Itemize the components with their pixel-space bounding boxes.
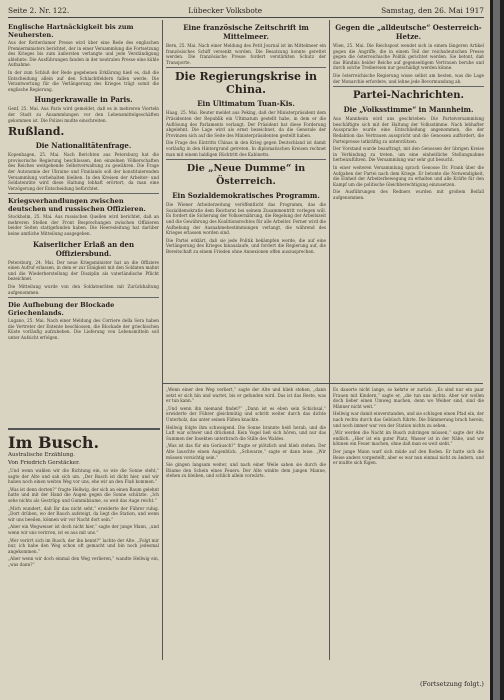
- column-3-news: [333, 20, 484, 380]
- story-title: Im Busch.: [8, 433, 100, 452]
- story-divider: [163, 383, 483, 384]
- article-text: Aus Mannheim wird uns geschrieben: Die Parteiversammlung beschäftigte sich mit der Haltung der Volksstimme. Nach lebhafter Aussprache wurde eine Entschließung angenommen, die der Redaktion das Vertrauen ausspricht und die Genossen auffordert, die Parteipresse tatkräftig zu unterstützen.: [333, 116, 484, 144]
- article-subheadline: Ein Sozialdemokratisches Programm.: [172, 191, 320, 201]
- divider: [333, 86, 484, 87]
- article-text: Bern, 25. Mai. Nach einer Meldung des Petit Journal ist im Mittelmeer ein französisches Schiff versenkt worden. Die Besatzung konnte gerettet werden. Die französische Presse fordert verstärkten Schutz der Transporte.: [166, 43, 326, 65]
- article-headline: Kriegsverhandlungen zwischen deutschen und russischen Offizieren.: [8, 197, 146, 214]
- column-2-news: [166, 20, 326, 380]
- article-headline: Die Aufhebung der Blockade Griechenlands.: [8, 301, 115, 318]
- scan-edge: [490, 0, 504, 700]
- article-text: In der zum Schluß der Rede gegebenen Erklärung hieß es, daß die Entscheidung allein auf den Schlachtfeldern fallen werde. Die Verantwortung für die Verlängerung des Krieges trägt somit die englische Regierung.: [8, 69, 159, 92]
- column-1-news: [8, 20, 159, 425]
- article-headline: Englische Hartnäckigkeit bis zum Neuhersten.: [8, 23, 134, 39]
- article-headline: Hungerkrawalle in Paris.: [34, 95, 133, 105]
- story-author: Von Friedrich Gerstäcker.: [8, 460, 80, 466]
- article-text: Die Mitteilung wurde von den Soldatenräten mit Zurückhaltung aufgenommen.: [8, 284, 159, 295]
- story-subtitle: Australische Erzählung.: [8, 452, 75, 458]
- binding-strip: [493, 0, 500, 700]
- story-text: Sie gingen langsam weiter, und nach einer Weile sahen sie durch die Bäume den Schein eines Feuers. Der Alte winkte dem jungen Manne, stehen zu bleiben, und schlich allein vorwärts.: [166, 462, 326, 479]
- feuilleton-divider: [8, 428, 160, 430]
- divider: [166, 159, 326, 160]
- story-text: „Mich wundert, daß Ihr das nicht seht,“ erwiderte der Führer ruhig. „Dort drüben, wo der Rauch aufsteigt, da liegt die Station, und wenn wir uns beeilen, können wir vor Nacht dort sein.“: [8, 505, 159, 522]
- issue-date: Samstag, den 26. Mai 1917: [381, 5, 484, 15]
- article-text: Die Wiener Arbeiterzeitung veröffentlicht das Programm, das die Sozialdemokratie dem Reichsrat bei seinem Zusammentritt vorlegen will. Es fordert die Sicherung der Volksernährung, die Regelung der Arbeitszeit und die Gewährung des Koalitionsrechtes für alle Arbeiter. Ferner wird die Aufhebung der Ausnahmebestimmungen verlangt, die während des Krieges erlassen worden sind.: [166, 202, 326, 236]
- story-text: „Aber ein Wegweiser ist doch nicht hier,“ sagte der junge Mann, „und wenn wir uns verirren, ist es aus mit uns.“: [8, 524, 159, 535]
- continuation-note: (Fortsetzung folgt.): [420, 680, 484, 688]
- story-text: Hellwig war damit einverstanden, und sie schlugen einen Pfad ein, der nach rechts durch das Gebüsch führte. Die Dämmerung brach herein, und noch immer war von der Station nichts zu sehen.: [333, 411, 484, 428]
- column-3-story: [333, 387, 484, 672]
- section-headline: Rußland.: [8, 125, 65, 139]
- article-text: Kopenhagen, 25. Mai. Nach Berichten aus Petersburg hat die provisorische Regierung beschlossen, den einzelnen Völkerschaften des Reiches weitgehende Selbstverwaltung zu gewähren. Die Frage der Autonomie der Ukraine und Finnlands soll der konstituierenden Versammlung vorbehalten bleiben. In den Kreisen der Arbeiter- und Soldatenräte wird diese Haltung lebhaft erörtert, da man eine Verzögerung der Entscheidung befürchtet.: [8, 152, 159, 191]
- article-headline: Gegen die „alldeutsche“ Oesterreich-Hetze.: [335, 23, 482, 41]
- story-text: „Was ist denn dorten?“ fragte Hellwig, der sich an einen Baum gelehnt hatte und mit der Hand die Augen gegen die Sonne schützte. „Ich sehe nichts als Gestrüpp und Gummibäume, so weit das Auge reicht.“: [8, 486, 159, 503]
- story-text: Hellwig folgte ihm schweigend. Die Sonne brannte heiß herab, und die Luft war schwer und drückend. Kein Vogel ließ sich hören, und nur das Summen der Insekten unterbrach die Stille des Waldes.: [166, 424, 326, 441]
- article-subheadline: Die Nationalitätenfrage.: [35, 141, 132, 151]
- article-text: Lugano, 25. Mai. Nach einer Meldung des Corriere della Sera haben die Vertreter der Entente beschlossen, die Blockade der griechischen Küste vorläufig aufzuheben. Die Lieferung von Lebensmitteln soll unter Aufsicht erfolgen.: [8, 318, 159, 340]
- article-text: Die Frage des Eintritts Chinas in den Krieg gegen Deutschland ist damit vorläufig in den Hintergrund getreten. In diplomatischen Kreisen rechnet man mit einem baldigen Rücktritt des Kabinetts.: [166, 140, 326, 157]
- page-header: [8, 3, 484, 18]
- story-text: „Aber wenn wir doch einmal den Weg verlieren,“ wandte Hellwig ein, „was dann?“: [8, 556, 159, 567]
- divider: [8, 193, 159, 194]
- divider: [166, 67, 326, 68]
- article-text: Der Vorstand wurde beauftragt, mit den Genossen der übrigen Kreise in Verbindung zu treten, um eine einheitliche Stellungnahme herbeizuführen. Die Versammlung war sehr gut besucht.: [333, 146, 484, 163]
- article-text: Wien, 25. Mai. Die Reichspost wendet sich in einem längeren Artikel gegen die Angriffe, die in einem Teil der reichsdeutschen Presse gegen die österreichische Politik gerichtet werden. Sie betont, daß das Bündnis beider Reiche auf gegenseitigem Vertrauen beruhe und durch solche Treibereien nur geschädigt werden könne.: [333, 43, 484, 71]
- article-subheadline: Die „Volksstimme“ in Mannheim.: [343, 105, 474, 115]
- article-text: Die Ausführungen des Redners wurden mit großem Beifall aufgenommen.: [333, 189, 484, 200]
- column-rule-left: [162, 20, 163, 660]
- section-headline: Die „Neue Dumme“ in Österreich.: [186, 163, 306, 188]
- newspaper-title: Lübecker Volksbote: [188, 5, 263, 15]
- article-headline: Eine französische Zeitschrift im Mittelmeer.: [183, 23, 309, 41]
- section-headline: Die Regierungskrise in China.: [174, 70, 318, 97]
- article-subheadline: Ein Ultimatum Tuan-Kis.: [197, 99, 295, 109]
- section-headline: Partei-Nachrichten.: [352, 90, 465, 102]
- story-text: Der junge Mann warf sich müde auf den Boden. Er hatte sich die Reise anders vorgestellt, aber es war nun einmal nicht zu ändern, und er mußte sich fügen.: [333, 448, 484, 466]
- story-text: „Wer verirrt sich im Busch, der ihn kennt?“ lachte der Alte. „Folgt mir nur, ich habe den Weg schon oft gemacht und bin noch jedesmal angekommen.“: [8, 537, 159, 554]
- column-2-story: [166, 387, 326, 693]
- article-text: Aus der Rotterdamer Presse wird über eine Rede des englischen Premierministers berichtet, der in einer Versammlung die Fortsetzung des Krieges bis zum äußersten verlangte und jede Verständigung ablehnte. Die Ausführungen fanden in der neutralen Presse eine kühle Aufnahme.: [8, 40, 159, 68]
- story-text: Es dauerte nicht lange, so kehrte er zurück. „Es sind nur ein paar Frauen mit Kindern,“ sagte er, „die tun uns nichts. Aber wir wollen doch lieber einen Umweg machen, denn wo Weiber sind, sind die Männer nicht weit.“: [333, 387, 484, 409]
- story-text: „Und wenn wahlen wir die Richtung ein, so wie die Sonne steht,“ sagte der Alte und sah sich um. „Der Busch ist dicht hier, und wir haben noch einen weiten Weg vor uns, ehe wir an den Fluß kommen.“: [8, 468, 159, 485]
- article-text: Petersburg, 24. Mai. Der neue Kriegsminister hat an die Offiziere einen Aufruf erlassen, in dem er zur Einigkeit mit den Soldaten mahnt und die Wiederherstellung der Disziplin als vaterländische Pflicht bezeichnet.: [8, 259, 159, 282]
- article-text: In einer weiteren Versammlung sprach Genosse Dr. Frank über die Aufgaben der Partei nach dem Kriege. Er betonte die Notwendigkeit, die Einheit der Arbeiterbewegung zu erhalten und alle Kräfte für den Kampf um die politische Gleichberechtigung einzusetzen.: [333, 164, 484, 187]
- story-text: „Wir werden die Nacht im Busch zubringen müssen,“ sagte der Alte endlich. „Hier ist ein guter Platz, Wasser ist in der Nähe, und wir können ein Feuer machen, ohne daß man es weit sieht.“: [333, 430, 484, 447]
- story-text: „Wenn einer den Weg verliert,“ sagte der Alte und blieb stehen, „dann setzt er sich hin und wartet, bis er gefunden wird. Das ist das Beste, was er tun kann.“: [166, 387, 326, 404]
- article-text: Genf, 25. Mai. Aus Paris wird gemeldet, daß es in mehreren Vierteln der Stadt zu Ansammlungen vor den Lebensmittelgeschäften gekommen ist. Die Polizei mußte einschreiten.: [8, 106, 159, 123]
- column-1-story: [8, 431, 159, 693]
- article-text: Die Partei erklärt, daß sie jede Politik bekämpfen werde, die auf eine Verlängerung des Krieges hinauslaufe, und fordert die Regierung auf, die Bereitschaft zu einem Frieden ohne Annexionen offen auszusprechen.: [166, 237, 326, 254]
- story-text: „Was ist das für ein Geräusch?“ fragte er plötzlich und blieb stehen. Der Alte lauschte einen Augenblick. „Schwarze,“ sagte er dann leise. „Wir müssen vorsichtig sein.“: [166, 443, 326, 460]
- article-text: Die österreichische Regierung wisse selbst am besten, was die Lage der Monarchie erfordere, und lehne jede Bevormundung ab.: [333, 72, 484, 84]
- article-text: Haag, 25. Mai. Reuter meldet aus Peking, daß der Ministerpräsident dem Präsidenten der Republik ein Ultimatum gestellt habe, in dem er die Auflösung des Parlaments verlangt. Der Präsident hat diese Forderung abgelehnt. Die Lage wird als ernst bezeichnet, da die Generale der Provinzen sich auf die Seite des Ministerpräsidenten gestellt haben.: [166, 110, 326, 138]
- page-number: Seite 2. Nr. 122.: [8, 5, 70, 15]
- story-text: „Und wenn ihn niemand findet?“ „Dann ist es eben sein Schicksal,“ erwiderte der Führer gleichmütig und schritt weiter durch das dichte Unterholz, das unter seinen Füßen knackte.: [166, 405, 326, 422]
- article-text: Stockholm, 25. Mai. Aus russischen Quellen wird berichtet, daß an mehreren Stellen der Front Besprechungen zwischen Offizieren beider Seiten stattgefunden haben. Die Heeresleitung hat darüber keine amtliche Mitteilung ausgegeben.: [8, 214, 159, 237]
- column-rule-right: [329, 20, 330, 660]
- article-headline: Kaiserlicher Erlaß an den Offiziersbund.: [32, 239, 135, 258]
- divider: [8, 297, 159, 298]
